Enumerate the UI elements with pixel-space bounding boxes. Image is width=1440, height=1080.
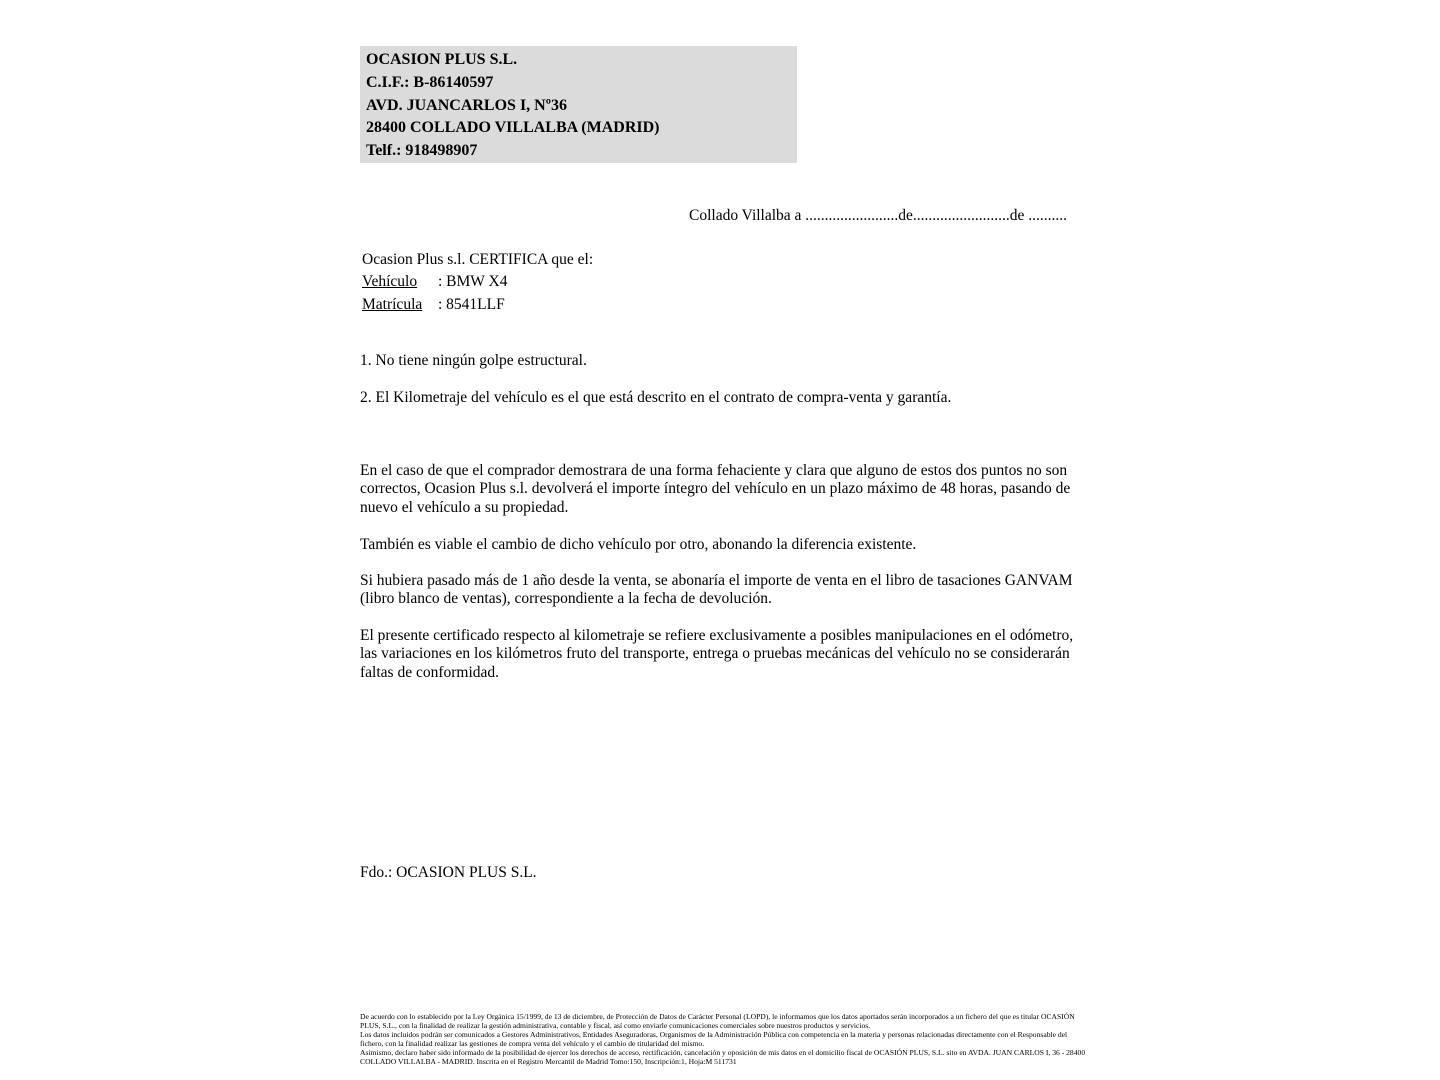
plate-label: Matrícula [362,295,423,313]
vehicle-value: : BMW X4 [438,273,508,291]
legal-footer [360,1012,1091,1066]
company-name: OCASION PLUS S.L. [366,51,518,68]
company-cif: C.I.F.: B-86140597 [366,73,494,91]
certify-intro: Ocasion Plus s.l. CERTIFICA que el: [362,251,594,268]
paragraph-refund: En el caso de que el comprador demostrara de una forma fehaciente y clara que alguno de estos dos puntos no son correctos, Ocasion Plus s.l. devolverá el importe íntegro del vehículo en un plazo máximo de 48 horas, pasando de nuevo el vehículo a su propiedad. [360,462,1071,516]
certify-block [362,249,593,316]
company-phone: Telf.: 918498907 [366,142,478,160]
point-1: 1. No tiene ningún golpe estructural. [360,352,587,369]
vehicle-row [362,271,593,293]
legal-paragraph-rights: Asimismo, declaro haber sido informado de la posibilidad de ejercer los derechos de acceso, rectificación, cancelación y oposición de mis datos en el domicilio fiscal de OCASIÓN PLUS, S.L. sito en AVDA. JUAN CARLOS I, 36 - 28400 COLLADO VILLALBA - MADRID. Inscrita en el Registro Mercantil de Madrid Tomo:150, Inscripción:1, Hoja:M 511731 [360,1048,1086,1066]
plate-value: : 8541LLF [438,295,505,313]
legal-paragraph-data-sharing: Los datos incluidos podrán ser comunicados a Gestores Administrativos, Entidades Aseguradoras, Organismos de la Administración Pública con competencia en la materia y personas relacionadas directamente con el Responsable del fichero, con la finalidad realizar las gestiones de compra venta del vehículo y el cambio de titularidad del mismo. [360,1030,1068,1048]
paragraph-exchange: También es viable el cambio de dicho vehículo por otro, abonando la diferencia existente. [360,536,917,553]
signature-line: Fdo.: OCASION PLUS S.L. [360,864,537,881]
company-address: AVD. JUANCARLOS I, Nº36 [366,96,568,114]
company-city: 28400 COLLADO VILLALBA (MADRID) [366,119,660,137]
legal-paragraph-lopd: De acuerdo con lo establecido por la Ley Orgánica 15/1999, de 13 de diciembre, de Protección de Datos de Carácter Personal (LOPD), le informamos que los datos aportados serán incorporados a un fichero del que es titular OCASIÓN PLUS, S.L., con la finalidad de realizar la gestión administrativa, contable y fiscal, así como enviarle comunicaciones comerciales sobre nuestros productos y servicios. [360,1012,1075,1030]
vehicle-label: Vehículo [362,273,418,291]
paragraph-ganvam: Si hubiera pasado más de 1 año desde la venta, se abonaría el importe de venta en el libro de tasaciones GANVAM (libro blanco de ventas), correspondiente a la fecha de devolución. [360,572,1073,608]
company-letterhead [360,46,797,163]
date-line: Collado Villalba a ........................de.........................de .......... [689,207,1068,224]
point-2: 2. El Kilometraje del vehículo es el que está descrito en el contrato de compra-venta y garantía. [360,389,952,406]
paragraph-odometer: El presente certificado respecto al kilometraje se refiere exclusivamente a posibles manipulaciones en el odómetro, las variaciones en los kilómetros fruto del transporte, entrega o pruebas mecánicas del vehículo no se considerarán faltas de conformidad. [360,627,1074,681]
plate-row [362,294,593,316]
